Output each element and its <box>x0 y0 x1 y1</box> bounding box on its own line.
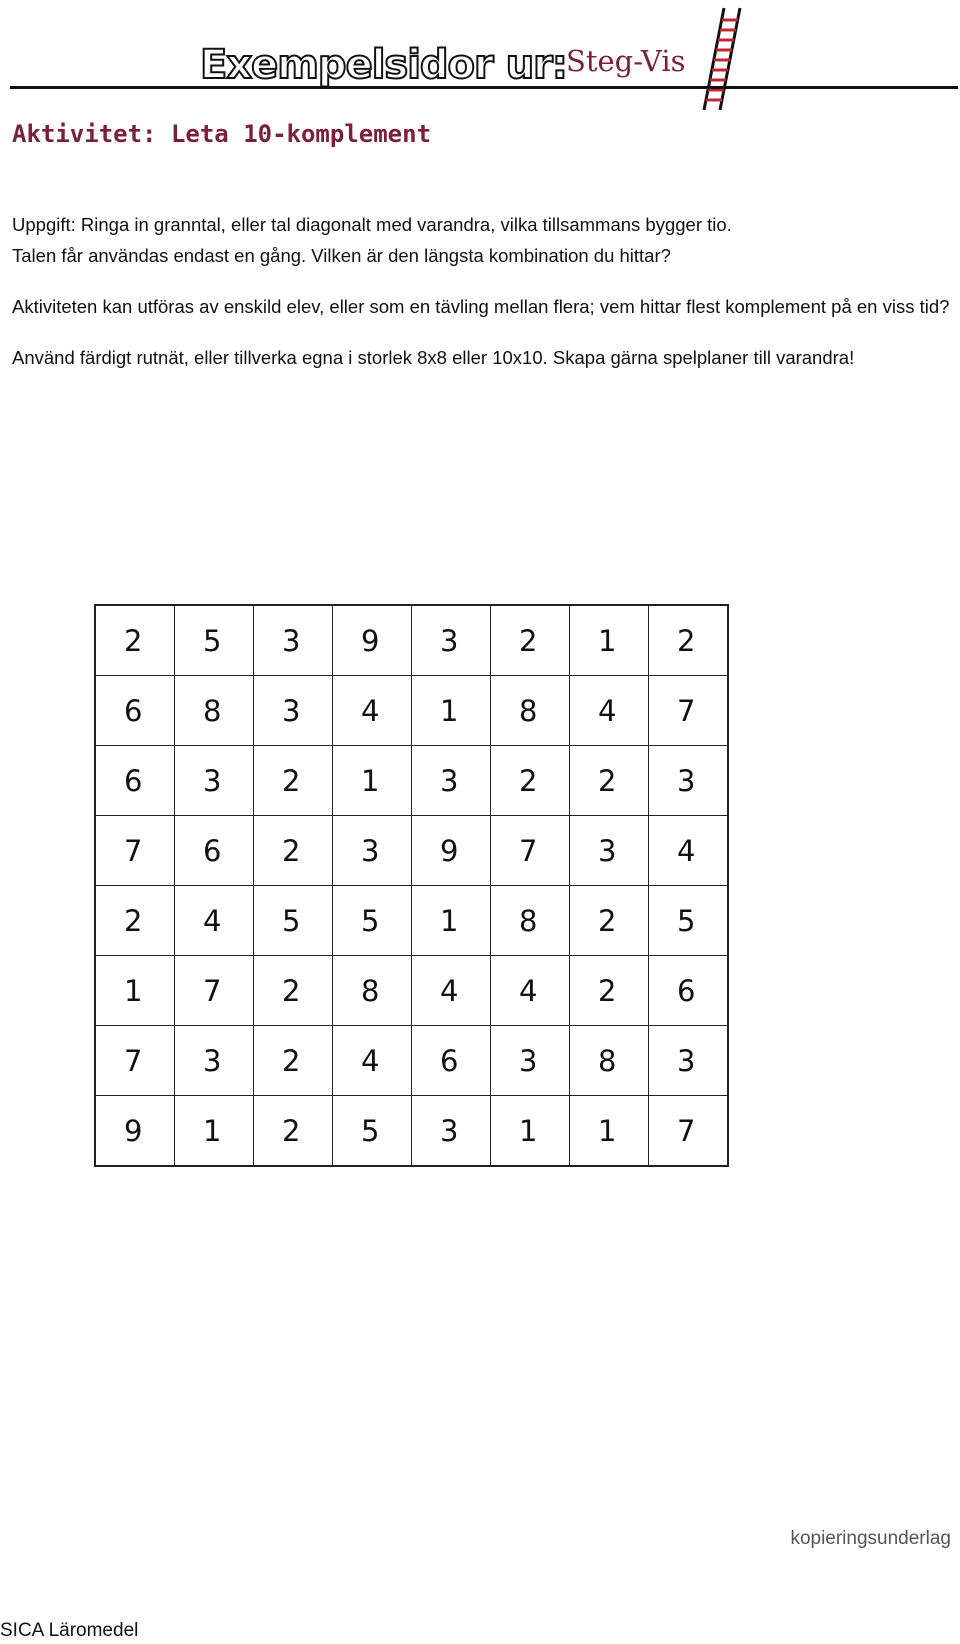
grid-cell[interactable]: 1 <box>412 676 491 746</box>
grid-cell[interactable]: 1 <box>491 1096 570 1167</box>
grid-cell[interactable]: 5 <box>333 1096 412 1167</box>
grid-cell[interactable]: 3 <box>570 816 649 886</box>
grid-cell[interactable]: 8 <box>570 1026 649 1096</box>
grid-row <box>95 605 728 676</box>
ladder-icon <box>684 2 744 112</box>
grid-cell[interactable]: 7 <box>95 1026 175 1096</box>
header-divider <box>10 86 958 89</box>
grid-cell[interactable]: 3 <box>175 1026 254 1096</box>
grid-cell[interactable]: 2 <box>254 746 333 816</box>
instruction-line-2: Talen får användas endast en gång. Vilken är den längsta kombination du hittar? <box>12 245 671 266</box>
grid-cell[interactable]: 6 <box>412 1026 491 1096</box>
grid-row <box>95 886 728 956</box>
grid-cell[interactable]: 2 <box>254 1026 333 1096</box>
grid-cell[interactable]: 6 <box>649 956 729 1026</box>
grid-cell[interactable]: 4 <box>649 816 729 886</box>
instructions <box>12 209 952 395</box>
grid-cell[interactable]: 5 <box>254 886 333 956</box>
grid-row <box>95 746 728 816</box>
brand-name: Steg-Vis <box>566 44 686 78</box>
grid-cell[interactable]: 7 <box>95 816 175 886</box>
grid-cell[interactable]: 2 <box>570 746 649 816</box>
grid-cell[interactable]: 4 <box>570 676 649 746</box>
grid-cell[interactable]: 5 <box>175 605 254 676</box>
grid-cell[interactable]: 2 <box>649 605 729 676</box>
grid-cell[interactable]: 2 <box>491 605 570 676</box>
grid-cell[interactable]: 5 <box>333 886 412 956</box>
grid-cell[interactable]: 3 <box>175 746 254 816</box>
grid-cell[interactable]: 1 <box>412 886 491 956</box>
grid-cell[interactable]: 2 <box>491 746 570 816</box>
grid-cell[interactable]: 3 <box>412 746 491 816</box>
grid-cell[interactable]: 3 <box>333 816 412 886</box>
grid-cell[interactable]: 2 <box>570 956 649 1026</box>
grid-cell[interactable]: 3 <box>491 1026 570 1096</box>
grid-cell[interactable]: 1 <box>570 605 649 676</box>
grid-cell[interactable]: 2 <box>254 1096 333 1167</box>
grid-row <box>95 1096 728 1167</box>
grid-cell[interactable]: 4 <box>175 886 254 956</box>
grid-cell[interactable]: 1 <box>95 956 175 1026</box>
grid-cell[interactable]: 2 <box>254 956 333 1026</box>
grid-cell[interactable]: 2 <box>254 816 333 886</box>
grid-cell[interactable]: 3 <box>412 1096 491 1167</box>
instruction-task <box>12 209 952 271</box>
grid-cell[interactable]: 9 <box>95 1096 175 1167</box>
instruction-line-1: Uppgift: Ringa in granntal, eller tal diagonalt med varandra, vilka tillsammans bygger tio. <box>12 214 732 235</box>
grid-row <box>95 676 728 746</box>
grid-cell[interactable]: 6 <box>175 816 254 886</box>
instruction-competition: Aktiviteten kan utföras av enskild elev, eller som en tävling mellan flera; vem hittar flest komplement på en viss tid? <box>12 296 950 317</box>
grid-cell[interactable]: 8 <box>491 886 570 956</box>
publisher-name: SICA Läromedel <box>0 1620 139 1641</box>
grid-cell[interactable]: 7 <box>649 1096 729 1167</box>
grid-row <box>95 1026 728 1096</box>
grid-cell[interactable]: 9 <box>412 816 491 886</box>
grid-cell[interactable]: 4 <box>333 1026 412 1096</box>
grid-cell[interactable]: 4 <box>491 956 570 1026</box>
grid-cell[interactable]: 4 <box>333 676 412 746</box>
grid-cell[interactable]: 2 <box>570 886 649 956</box>
grid-cell[interactable]: 6 <box>95 676 175 746</box>
grid-cell[interactable]: 9 <box>333 605 412 676</box>
grid-row <box>95 956 728 1026</box>
page-title: Aktivitet: Leta 10-komplement <box>12 120 432 148</box>
header-banner: Exempelsidor ur: <box>200 42 567 88</box>
grid-cell[interactable]: 8 <box>175 676 254 746</box>
grid-cell[interactable]: 7 <box>649 676 729 746</box>
grid-cell[interactable]: 3 <box>649 1026 729 1096</box>
instruction-grid-size: Använd färdigt rutnät, eller tillverka egna i storlek 8x8 eller 10x10. Skapa gärna spelplaner till varandra! <box>12 347 855 368</box>
grid-cell[interactable]: 7 <box>175 956 254 1026</box>
number-grid <box>94 604 729 1167</box>
grid-cell[interactable]: 2 <box>95 886 175 956</box>
grid-cell[interactable]: 6 <box>95 746 175 816</box>
grid-cell[interactable]: 3 <box>254 605 333 676</box>
grid-cell[interactable]: 7 <box>491 816 570 886</box>
grid-cell[interactable]: 1 <box>570 1096 649 1167</box>
grid-cell[interactable]: 1 <box>333 746 412 816</box>
grid-cell[interactable]: 2 <box>95 605 175 676</box>
grid-cell[interactable]: 1 <box>175 1096 254 1167</box>
grid-cell[interactable]: 8 <box>333 956 412 1026</box>
footer-note: kopieringsunderlag <box>790 1528 951 1549</box>
grid-cell[interactable]: 8 <box>491 676 570 746</box>
grid-cell[interactable]: 3 <box>254 676 333 746</box>
grid-cell[interactable]: 3 <box>649 746 729 816</box>
grid-cell[interactable]: 5 <box>649 886 729 956</box>
grid-cell[interactable]: 3 <box>412 605 491 676</box>
grid-row <box>95 816 728 886</box>
grid-cell[interactable]: 4 <box>412 956 491 1026</box>
